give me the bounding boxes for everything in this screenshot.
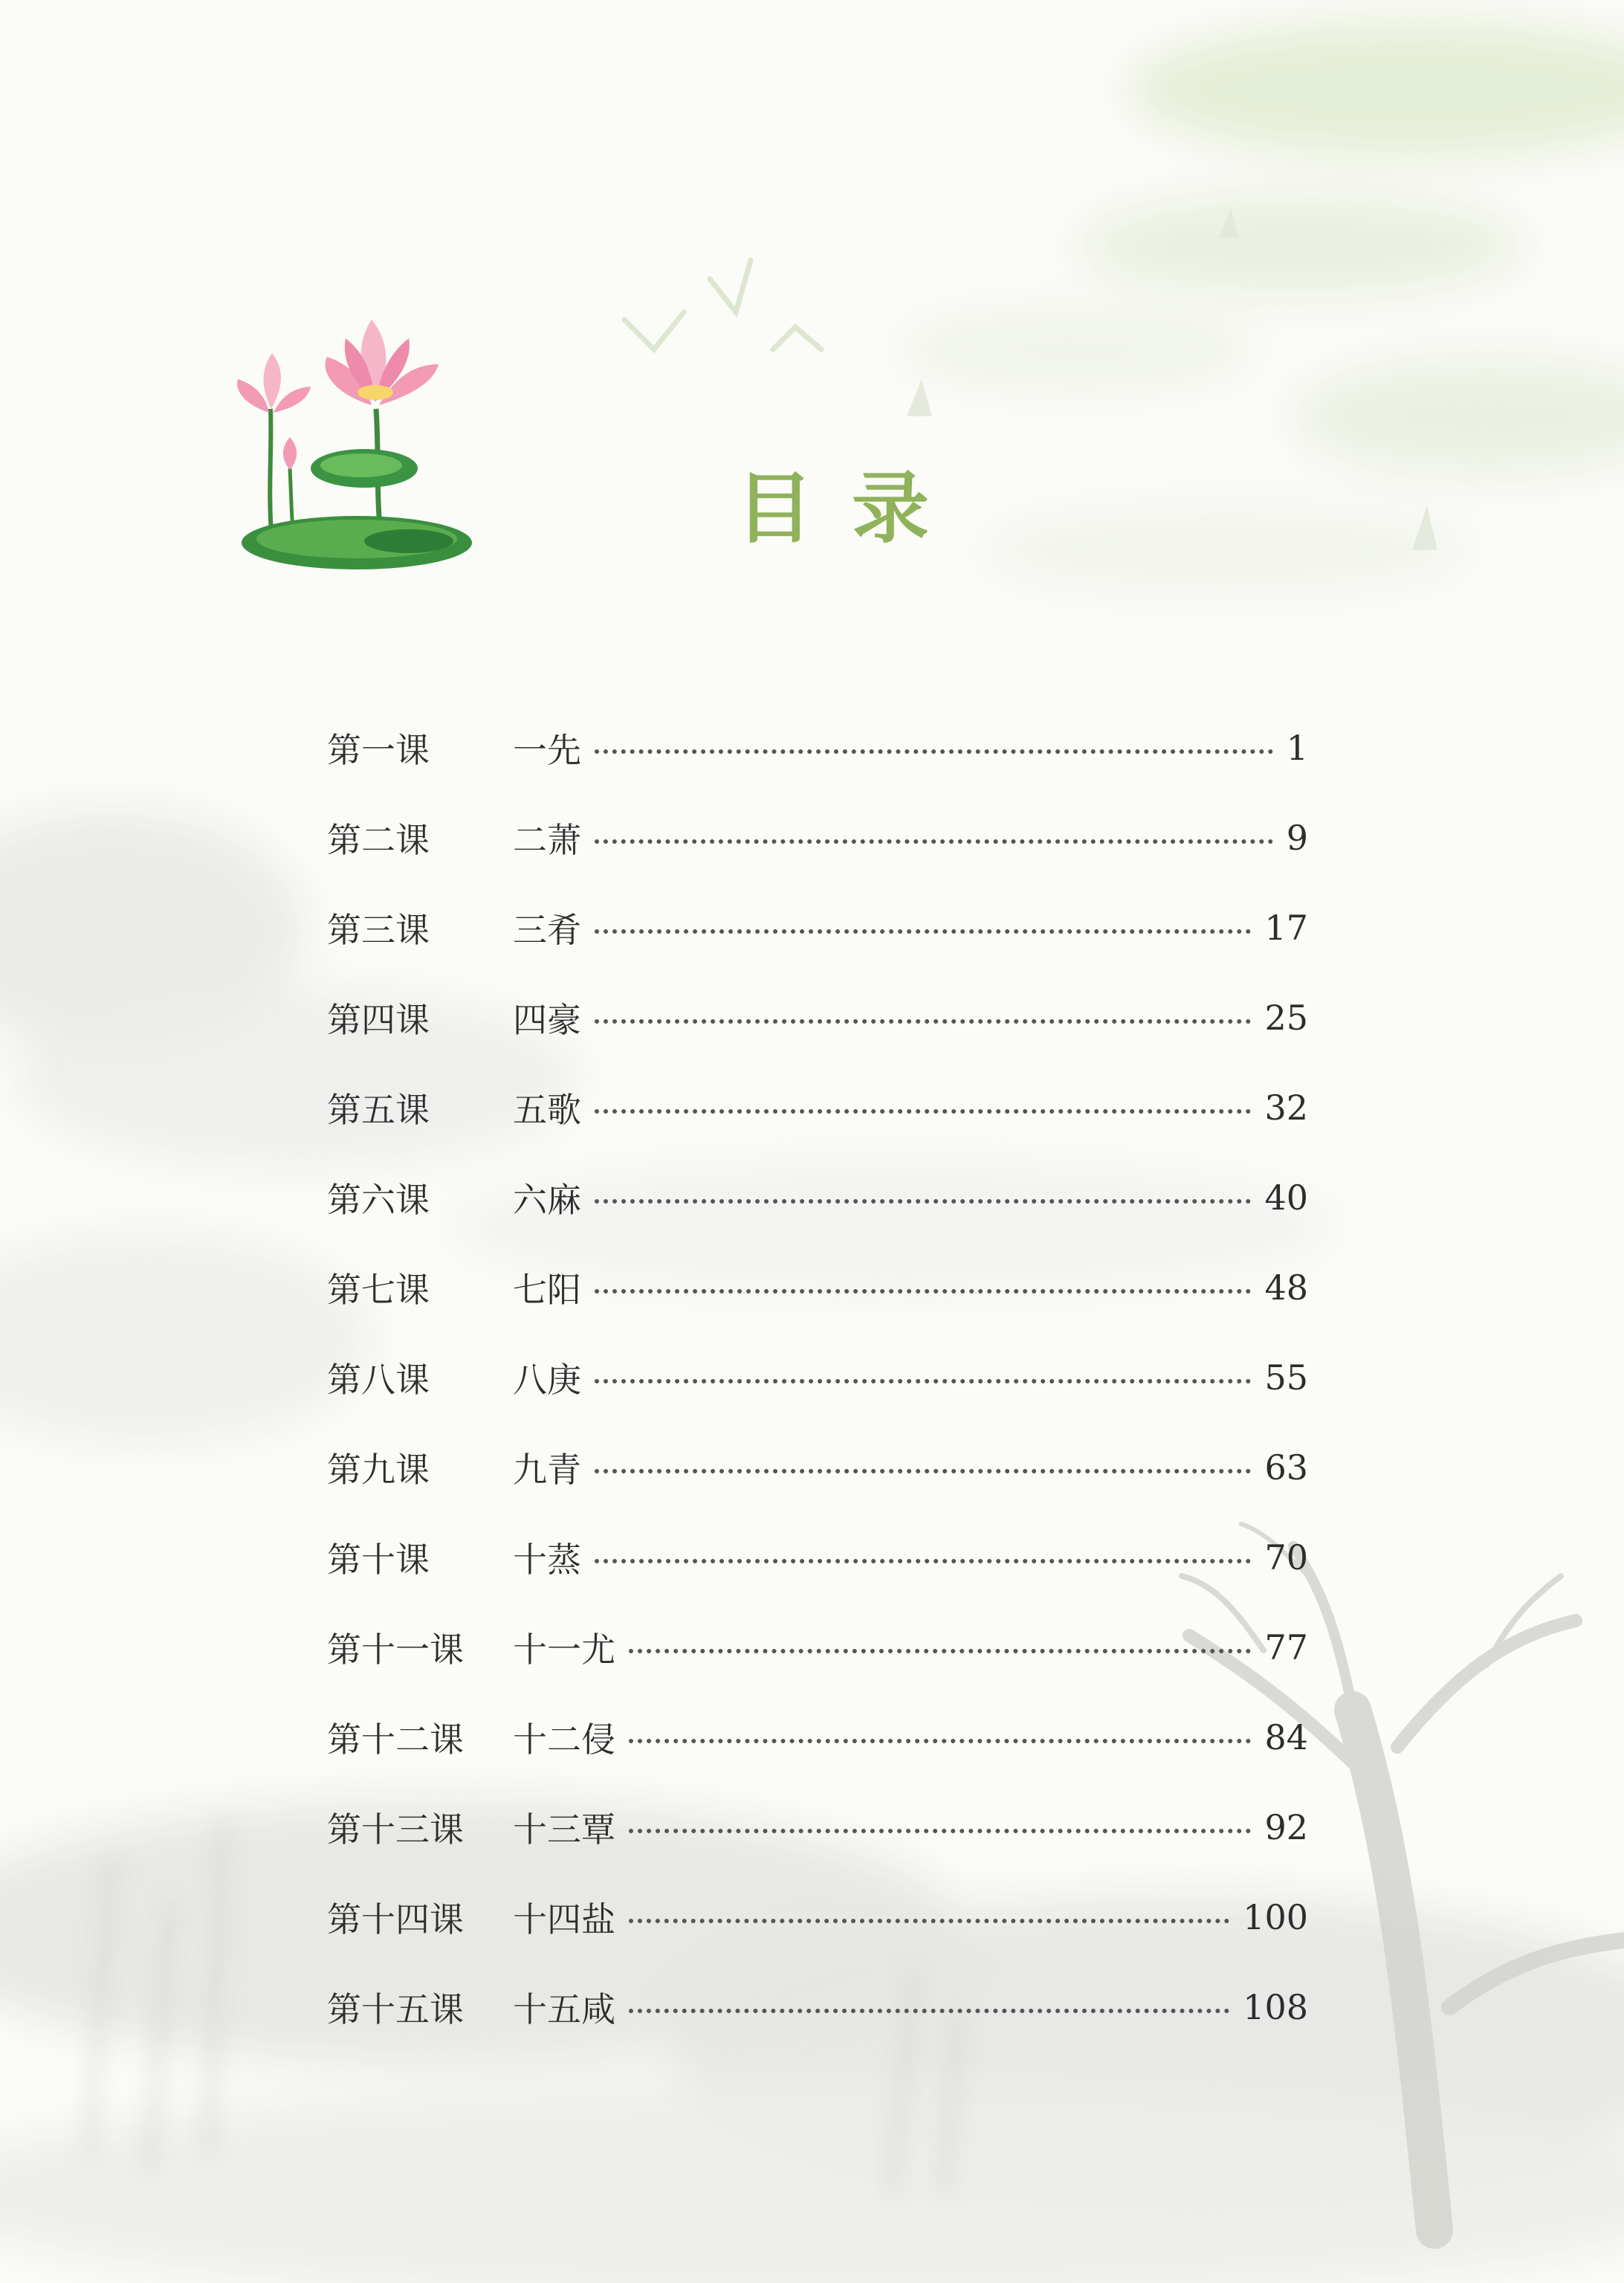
- toc-row[interactable]: [327, 972, 1308, 1062]
- toc-row[interactable]: [327, 792, 1308, 882]
- table-of-contents: [327, 703, 1308, 2052]
- lesson-title: 十蒸: [513, 1539, 581, 1580]
- lesson-number: 第十一课: [327, 1629, 464, 1670]
- lotus-illustration: [223, 297, 491, 572]
- lesson-title: 二萧: [513, 819, 581, 860]
- toc-row[interactable]: [327, 1782, 1308, 1872]
- toc-row[interactable]: [327, 1692, 1308, 1782]
- lesson-number: 第十课: [327, 1539, 430, 1580]
- lotus-flower: [237, 353, 311, 413]
- dot-leader: [595, 1019, 1251, 1024]
- page-number: 32: [1264, 1087, 1308, 1128]
- lesson-number: 第六课: [327, 1179, 430, 1220]
- lesson-title: 十五咸: [513, 1989, 615, 2029]
- page-number: 77: [1264, 1627, 1308, 1667]
- lesson-number: 第七课: [327, 1269, 430, 1310]
- lesson-number: 第十二课: [327, 1719, 464, 1760]
- dot-leader: [595, 839, 1273, 844]
- dot-leader: [595, 1289, 1251, 1294]
- lesson-title: 十三覃: [513, 1809, 615, 1850]
- dot-leader: [595, 1199, 1251, 1204]
- page-number: 48: [1264, 1267, 1308, 1308]
- toc-row[interactable]: [327, 1872, 1308, 1962]
- lesson-number: 第十五课: [327, 1989, 464, 2029]
- toc-row[interactable]: [327, 1422, 1308, 1512]
- lesson-number: 第十三课: [327, 1809, 464, 1850]
- birds: [624, 260, 821, 349]
- dot-leader: [595, 749, 1273, 754]
- lesson-number: 第二课: [327, 819, 430, 860]
- lesson-number: 第五课: [327, 1089, 430, 1130]
- green-mist: [899, 22, 1624, 595]
- lesson-number: 第十四课: [327, 1899, 464, 1940]
- dot-leader: [629, 1829, 1251, 1833]
- lesson-number: 第四课: [327, 999, 430, 1040]
- lesson-title: 十二侵: [513, 1719, 615, 1760]
- dot-leader: [595, 1379, 1251, 1383]
- toc-row[interactable]: [327, 882, 1308, 972]
- lesson-number: 第一课: [327, 729, 430, 770]
- toc-row[interactable]: [327, 1512, 1308, 1602]
- page-number: 70: [1264, 1537, 1308, 1578]
- page-number: 40: [1264, 1177, 1308, 1218]
- dot-leader: [629, 1739, 1251, 1743]
- page-number: 17: [1264, 907, 1308, 948]
- lesson-title: 十一尤: [513, 1629, 615, 1670]
- page-number: 55: [1264, 1357, 1308, 1398]
- lesson-title: 六麻: [513, 1179, 581, 1220]
- page-number: 100: [1243, 1896, 1308, 1937]
- title-char: 目: [736, 463, 814, 554]
- dot-leader: [595, 929, 1251, 934]
- page-number: 84: [1264, 1717, 1308, 1757]
- toc-row[interactable]: [327, 1962, 1308, 2052]
- lesson-title: 七阳: [513, 1269, 581, 1310]
- dot-leader: [629, 1649, 1251, 1653]
- page-number: 25: [1264, 997, 1308, 1038]
- dot-leader: [595, 1559, 1251, 1563]
- page-title: [736, 446, 929, 558]
- page-number: 92: [1264, 1806, 1308, 1847]
- lesson-title: 四豪: [513, 999, 581, 1040]
- lesson-title: 八庚: [513, 1359, 581, 1400]
- dot-leader: [629, 2009, 1229, 2013]
- page-number: 108: [1243, 1986, 1308, 2027]
- lesson-title: 一先: [513, 729, 581, 770]
- lotus-bud: [283, 437, 297, 470]
- lesson-number: 第三课: [327, 909, 430, 950]
- toc-row[interactable]: [327, 1332, 1308, 1422]
- lotus-flower: [326, 320, 439, 405]
- toc-row[interactable]: [327, 703, 1308, 792]
- toc-row[interactable]: [327, 1602, 1308, 1692]
- lesson-title: 三肴: [513, 909, 581, 950]
- toc-row[interactable]: [327, 1062, 1308, 1152]
- dot-leader: [595, 1469, 1251, 1473]
- toc-row[interactable]: [327, 1242, 1308, 1332]
- lesson-title: 十四盐: [513, 1899, 615, 1940]
- lesson-number: 第八课: [327, 1359, 430, 1400]
- title-char: 录: [851, 463, 929, 554]
- page-number: 1: [1286, 727, 1308, 768]
- toc-row[interactable]: [327, 1152, 1308, 1242]
- lesson-number: 第九课: [327, 1449, 430, 1490]
- lesson-title: 五歌: [513, 1089, 581, 1130]
- dot-leader: [595, 1109, 1251, 1114]
- page-number: 9: [1286, 817, 1308, 858]
- page-number: 63: [1264, 1447, 1308, 1488]
- dot-leader: [629, 1919, 1229, 1923]
- lesson-title: 九青: [513, 1449, 581, 1490]
